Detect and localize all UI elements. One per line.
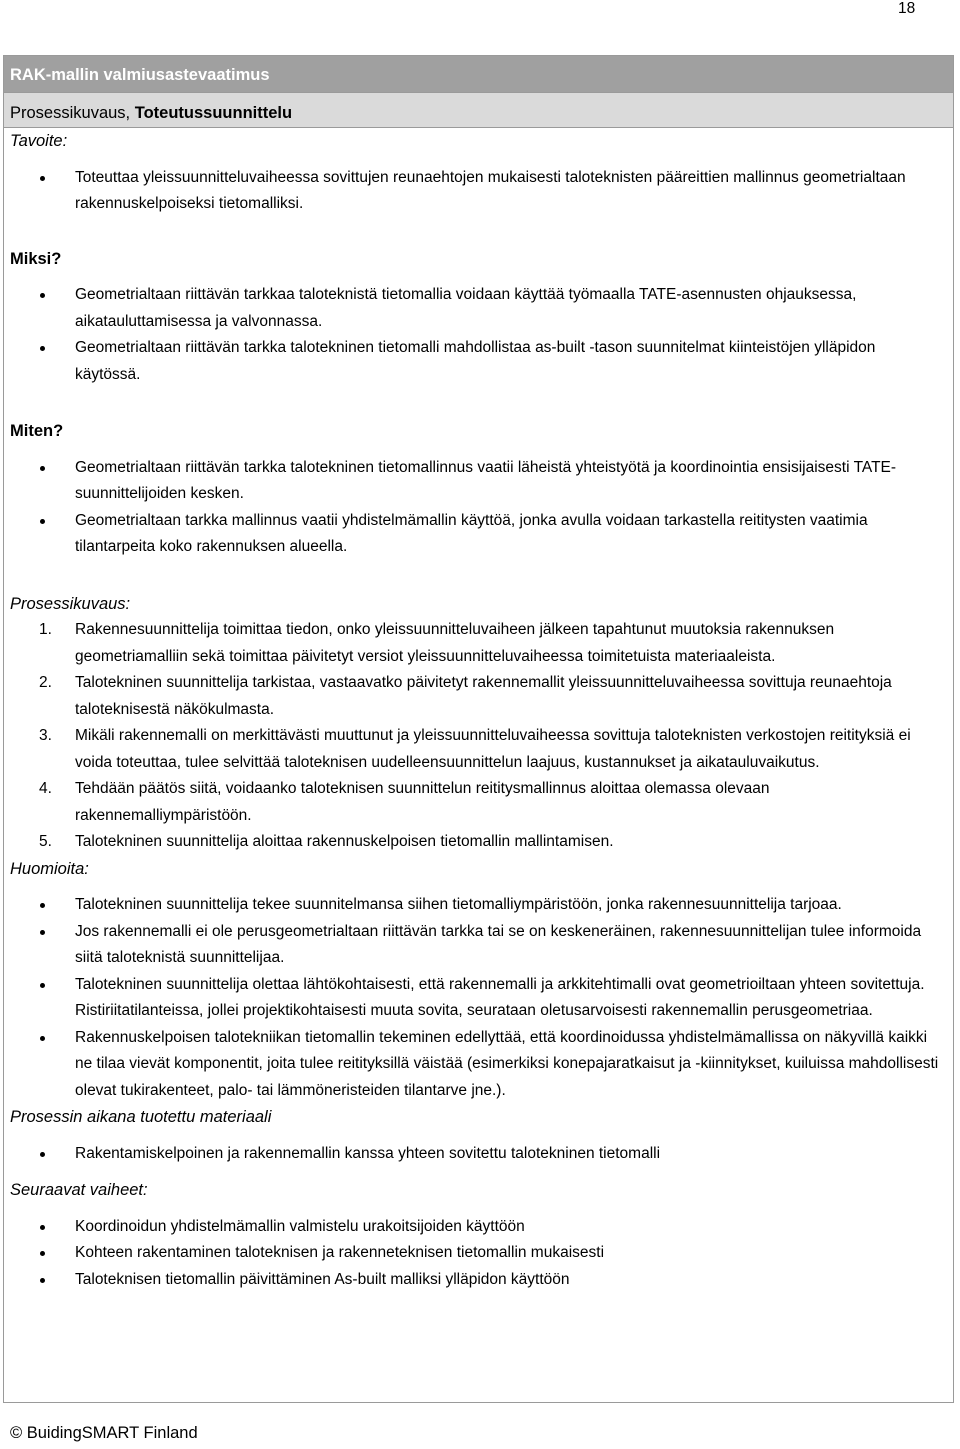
list-item: Geometrialtaan riittävän tarkka talotekninen tietomallinnus vaatii läheistä yhteistyötä ja koordinointia ensisijaisesti TATE-suunnittelijoiden kesken. — [10, 455, 945, 508]
process-steps — [10, 617, 945, 856]
list-item: Kohteen rakentaminen taloteknisen ja rakenneteknisen tietomallin mukaisesti — [10, 1240, 945, 1267]
process-step — [10, 670, 945, 723]
list-item: Koordinoidun yhdistelmämallin valmistelu urakoitsijoiden käyttöön — [10, 1214, 945, 1241]
list-item: Geometrialtaan riittävän tarkka talotekninen tietomalli mahdollistaa as-built -tason suunnitelmat kiinteistöjen ylläpidon käytössä. — [10, 335, 945, 388]
step-text: Talotekninen suunnittelija tarkistaa, vastaavatko päivitetyt rakennemallit yleissuunnitteluvaiheessa sovittuja reunaehtoja taloteknisestä näkökulmasta. — [75, 674, 892, 718]
huomioita-list — [10, 892, 945, 1104]
list-item: Rakentamiskelpoinen ja rakennemallin kanssa yhteen sovitettu talotekninen tietomalli — [10, 1141, 945, 1168]
page-number: 18 — [898, 0, 916, 17]
heading-tavoite: Tavoite: — [10, 132, 68, 150]
process-step — [10, 829, 945, 856]
document-title: RAK-mallin valmiusastevaatimus — [10, 66, 270, 84]
list-item: Talotekninen suunnittelija olettaa lähtökohtaisesti, että rakennemalli ja arkkitehtimalli ovat geometrioiltaan yhteen sovitettuja. Ristiriitatilanteissa, jollei projektikohtaisesti muuta sovita, seurataan oletusarvoisesti rakennemallin perusgeometriaa. — [10, 972, 945, 1025]
heading-miten: Miten? — [10, 422, 64, 440]
tavoite-list — [10, 165, 945, 218]
step-number: 2. — [39, 674, 52, 691]
process-step — [10, 617, 945, 670]
step-number: 5. — [39, 833, 52, 850]
step-number: 1. — [39, 621, 52, 638]
list-item: Rakennuskelpoisen talotekniikan tietomallin tekeminen edellyttää, että koordinoidussa yhdistelmämallissa on näkyvillä kaikki ne tilaa vievät komponentit, joita tulee reitityksillä väistää (esimerkiksi konepajaratkaisut ja -kiinnitykset, kuiluissa mahdollisesti olevat tukirakenteet, palo- tai lämmöneristeiden tilantarve jne.). — [10, 1025, 945, 1105]
list-item: Geometrialtaan riittävän tarkkaa taloteknistä tietomallia voidaan käyttää työmaalla TATE-asennusten ohjauksessa, aikatauluttamisessa ja valvonnassa. — [10, 282, 945, 335]
list-item: Taloteknisen tietomallin päivittäminen As-built malliksi ylläpidon käyttöön — [10, 1267, 945, 1294]
miksi-list — [10, 282, 945, 388]
seuraavat-list — [10, 1214, 945, 1294]
miten-list — [10, 455, 945, 561]
heading-miksi: Miksi? — [10, 249, 62, 268]
document-content — [10, 128, 945, 1293]
step-text: Mikäli rakennemalli on merkittävästi muuttunut ja yleissuunnitteluvaiheessa sovittuja taloteknisten verkostojen reitityksiä ei voida toteuttaa, tulee selvittää taloteknisen uudelleensuunnittelun laajuus, kustannukset ja aikatauluvaikutus. — [75, 727, 911, 771]
list-item: Talotekninen suunnittelija tekee suunnitelmansa siihen tietomalliympäristöön, jonka rakennesuunnittelija tarjoaa. — [10, 892, 945, 919]
subtitle-prefix: Prosessikuvaus, — [10, 104, 135, 122]
heading-materiaali: Prosessin aikana tuotettu materiaali — [10, 1108, 272, 1126]
step-text: Talotekninen suunnittelija aloittaa rakennuskelpoisen tietomallin mallintamisen. — [75, 833, 614, 850]
document-title-bar — [4, 56, 953, 92]
heading-prosessikuvaus: Prosessikuvaus: — [10, 594, 131, 613]
list-item: Geometrialtaan tarkka mallinnus vaatii yhdistelmämallin käyttöä, jonka avulla voidaan tarkastella reititysten vaatimia tilantarpeita koko rakennuksen alueella. — [10, 508, 945, 561]
heading-seuraavat: Seuraavat vaiheet: — [10, 1181, 148, 1199]
step-text: Tehdään päätös siitä, voidaanko taloteknisen suunnittelun reititysmallinnus aloittaa olemassa olevaan rakennemalliympäristöön. — [75, 780, 770, 824]
step-text: Rakennesuunnittelija toimittaa tiedon, onko yleissuunnitteluvaiheen jälkeen tapahtunut muutoksia rakennuksen geometriamalliin sekä toimittaa päivitetyt versiot yleissuunnitteluvaiheessa toimitetuista materiaaleista. — [75, 621, 835, 665]
process-step — [10, 723, 945, 776]
document-subtitle-bar — [4, 92, 953, 128]
step-number: 3. — [39, 727, 52, 744]
materiaali-list — [10, 1141, 945, 1168]
list-item: Toteuttaa yleissuunnitteluvaiheessa sovittujen reunaehtojen mukaisesti taloteknisten pääreittien mallinnus geometrialtaan rakennuskelpoiseksi tietomalliksi. — [10, 165, 945, 218]
heading-huomioita: Huomioita: — [10, 859, 89, 878]
list-item: Jos rakennemalli ei ole perusgeometrialtaan riittävän tarkka tai se on keskeneräinen, rakennesuunnittelijan tulee informoida siitä taloteknistä suunnittelijaa. — [10, 919, 945, 972]
process-step — [10, 776, 945, 829]
step-number: 4. — [39, 780, 52, 797]
footer-copyright: © BuidingSMART Finland — [10, 1424, 198, 1442]
subtitle-phase: Toteutussuunnittelu — [134, 104, 293, 122]
